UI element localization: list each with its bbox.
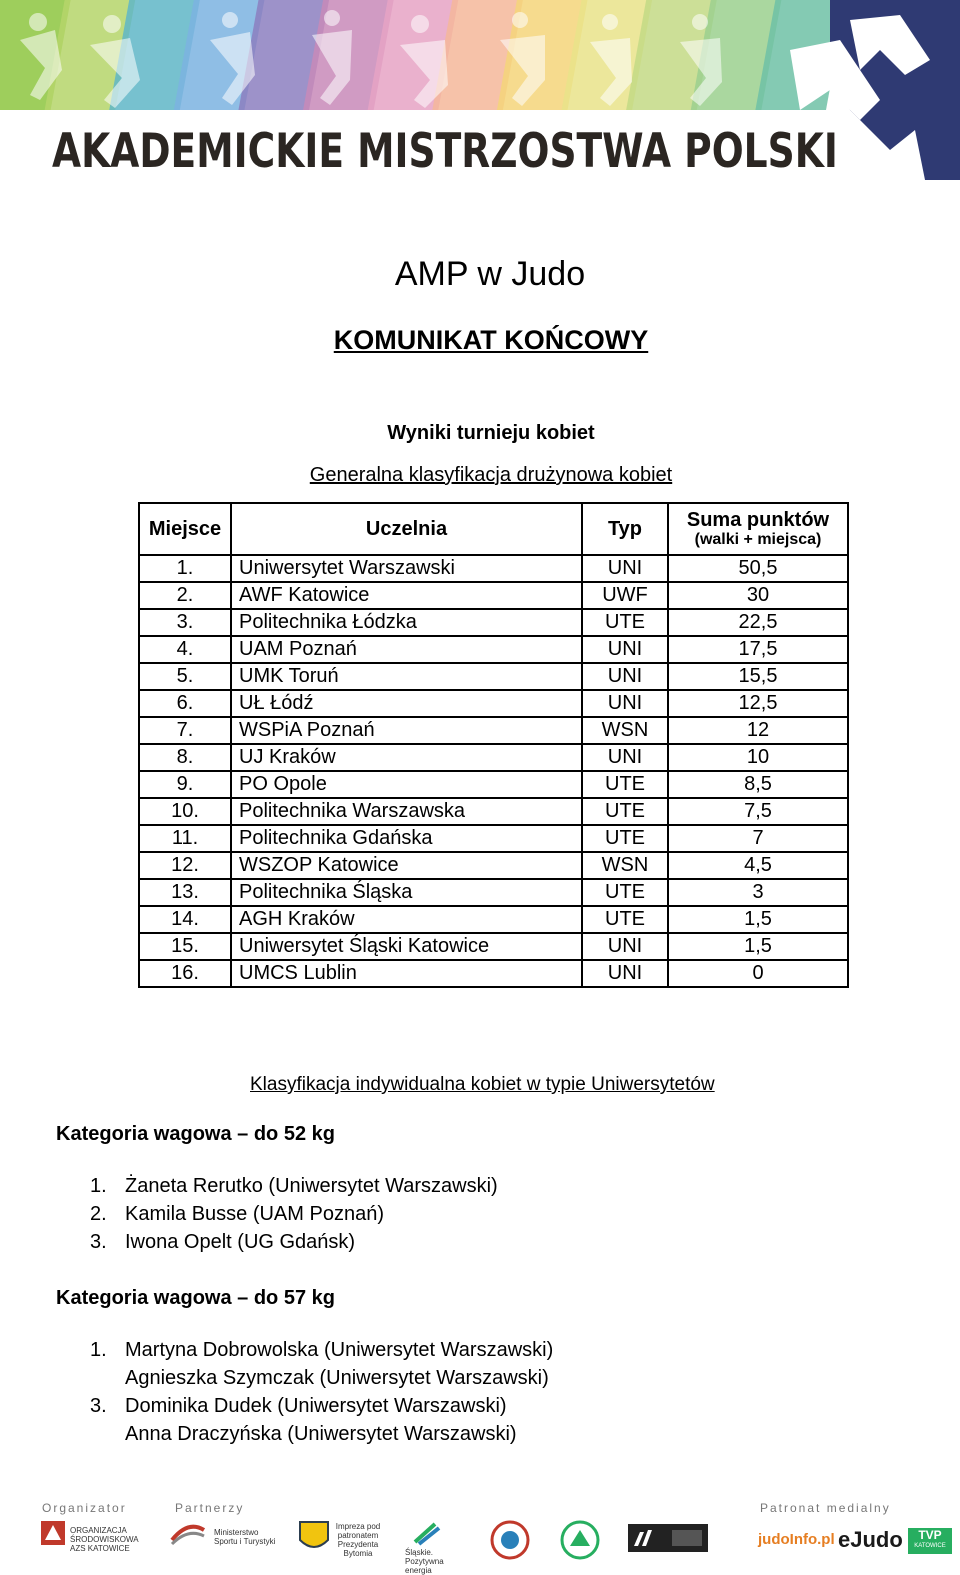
individual-classification-heading: Klasyfikacja indywidualna kobiet w typie Uniwersytetów <box>250 1074 715 1095</box>
organizer-label: Organizator <box>42 1501 127 1515</box>
cell-university: Politechnika Łódzka <box>231 609 582 636</box>
cell-place: 2. <box>139 582 231 609</box>
table-row <box>139 852 848 879</box>
cell-type: UNI <box>582 663 668 690</box>
category-results-list <box>90 1172 498 1256</box>
result-number: 1. <box>90 1175 107 1197</box>
cell-place: 8. <box>139 744 231 771</box>
tvp-logo-sub: KATOWICE <box>914 1543 946 1549</box>
cell-points: 8,5 <box>668 771 848 798</box>
cell-type: UTE <box>582 825 668 852</box>
banner-title: AKADEMICKIE MISTRZOSTWA POLSKI <box>52 124 838 179</box>
silesia-logo <box>405 1520 445 1575</box>
ministry-logo <box>170 1520 276 1553</box>
cell-points: 30 <box>668 582 848 609</box>
table-header-row <box>139 503 848 555</box>
patronage-logo-text: Impreza pod patronatem Prezydenta Bytomia <box>335 1522 381 1558</box>
cell-place: 6. <box>139 690 231 717</box>
cell-points: 4,5 <box>668 852 848 879</box>
table-row <box>139 636 848 663</box>
cell-place: 10. <box>139 798 231 825</box>
result-name: Anna Draczyńska (Uniwersytet Warszawski) <box>125 1423 517 1445</box>
table-row <box>139 609 848 636</box>
header-points-label: Suma punktów <box>686 509 830 531</box>
team-classification-heading: Generalna klasyfikacja drużynowa kobiet <box>309 464 673 486</box>
result-name: Iwona Opelt (UG Gdańsk) <box>125 1231 356 1253</box>
cell-university: Politechnika Gdańska <box>231 825 582 852</box>
cell-place: 7. <box>139 717 231 744</box>
cell-university: PO Opole <box>231 771 582 798</box>
event-title: AMP w Judo <box>394 255 586 293</box>
header-university: Uczelnia <box>231 503 582 555</box>
table-row <box>139 906 848 933</box>
tvp-logo-box <box>908 1528 952 1554</box>
ejudo-logo <box>838 1527 903 1553</box>
list-item <box>90 1172 498 1200</box>
cell-points: 15,5 <box>668 663 848 690</box>
cell-university: Politechnika Śląska <box>231 879 582 906</box>
azs-logo-text: ORGANIZACJA ŚRODOWISKOWA AZS KATOWICE <box>70 1526 139 1553</box>
category-title: Kategoria wagowa – do 57 kg <box>56 1287 335 1309</box>
cell-place: 3. <box>139 609 231 636</box>
patronage-label: Patronat medialny <box>760 1501 891 1515</box>
ministry-logo-text: Ministerstwo Sportu i Turystyki <box>214 1528 276 1546</box>
communique-title: KOMUNIKAT KOŃCOWY <box>333 325 649 355</box>
table-row <box>139 744 848 771</box>
category-results-list <box>90 1336 553 1448</box>
cell-university: UJ Kraków <box>231 744 582 771</box>
result-number: 1. <box>90 1339 107 1361</box>
cell-points: 12 <box>668 717 848 744</box>
cell-type: UNI <box>582 933 668 960</box>
list-item <box>90 1228 498 1256</box>
cell-university: Uniwersytet Warszawski <box>231 555 582 582</box>
list-item <box>90 1200 498 1228</box>
result-number: 3. <box>90 1395 107 1417</box>
tvp-logo-text: TVP <box>918 1528 942 1542</box>
result-name: Żaneta Rerutko (Uniwersytet Warszawski) <box>125 1175 498 1197</box>
list-item <box>90 1392 553 1420</box>
result-name: Agnieszka Szymczak (Uniwersytet Warszawski) <box>125 1367 549 1389</box>
cell-university: UAM Poznań <box>231 636 582 663</box>
header-points <box>668 503 848 555</box>
result-number: 3. <box>90 1231 107 1253</box>
tvp-katowice-logo <box>908 1528 952 1554</box>
cell-points: 10 <box>668 744 848 771</box>
cell-type: UTE <box>582 906 668 933</box>
result-name: Martyna Dobrowolska (Uniwersytet Warszawski) <box>125 1339 554 1361</box>
adidas-logo <box>628 1520 708 1559</box>
result-number <box>90 1364 125 1392</box>
table-row <box>139 825 848 852</box>
list-item <box>90 1420 553 1448</box>
cell-points: 17,5 <box>668 636 848 663</box>
bytom-crest-logo <box>298 1520 381 1559</box>
cell-university: WSPiA Poznań <box>231 717 582 744</box>
cell-place: 15. <box>139 933 231 960</box>
category-title: Kategoria wagowa – do 52 kg <box>56 1123 335 1145</box>
cell-place: 1. <box>139 555 231 582</box>
table-row <box>139 933 848 960</box>
ejudo-logo-text: eJudo <box>838 1527 903 1552</box>
cell-place: 9. <box>139 771 231 798</box>
cell-place: 4. <box>139 636 231 663</box>
cell-place: 11. <box>139 825 231 852</box>
team-classification-table <box>138 502 849 988</box>
silesia-logo-text: Śląskie. Pozytywna energia <box>405 1548 444 1575</box>
table-row <box>139 663 848 690</box>
header-type: Typ <box>582 503 668 555</box>
table-row <box>139 555 848 582</box>
result-name: Kamila Busse (UAM Poznań) <box>125 1203 384 1225</box>
partners-label: Partnerzy <box>175 1501 245 1515</box>
cell-points: 50,5 <box>668 555 848 582</box>
cell-points: 7,5 <box>668 798 848 825</box>
cell-university: Uniwersytet Śląski Katowice <box>231 933 582 960</box>
header-banner <box>0 0 960 200</box>
cell-university: AGH Kraków <box>231 906 582 933</box>
cell-type: UNI <box>582 744 668 771</box>
cell-university: UŁ Łódź <box>231 690 582 717</box>
header-place: Miejsce <box>139 503 231 555</box>
table-row <box>139 717 848 744</box>
table-row <box>139 582 848 609</box>
cell-type: UTE <box>582 879 668 906</box>
cell-university: UMK Toruń <box>231 663 582 690</box>
judo-club-logo-1 <box>490 1520 530 1565</box>
result-number: 2. <box>90 1203 107 1225</box>
cell-university: WSZOP Katowice <box>231 852 582 879</box>
cell-university: AWF Katowice <box>231 582 582 609</box>
azs-logo <box>40 1520 139 1553</box>
cell-university: Politechnika Warszawska <box>231 798 582 825</box>
table-row <box>139 960 848 987</box>
result-name: Dominika Dudek (Uniwersytet Warszawski) <box>125 1395 507 1417</box>
cell-place: 5. <box>139 663 231 690</box>
cell-type: UNI <box>582 960 668 987</box>
cell-place: 13. <box>139 879 231 906</box>
table-row <box>139 771 848 798</box>
cell-points: 7 <box>668 825 848 852</box>
cell-type: WSN <box>582 717 668 744</box>
cell-points: 22,5 <box>668 609 848 636</box>
cell-type: UNI <box>582 636 668 663</box>
table-row <box>139 879 848 906</box>
cell-place: 16. <box>139 960 231 987</box>
judoinfo-logo <box>758 1531 835 1548</box>
judo-club-logo-2 <box>560 1520 600 1565</box>
cell-university: UMCS Lublin <box>231 960 582 987</box>
cell-type: UNI <box>582 690 668 717</box>
cell-type: WSN <box>582 852 668 879</box>
judoinfo-logo-text: judoInfo.pl <box>758 1531 835 1548</box>
cell-points: 3 <box>668 879 848 906</box>
cell-type: UTE <box>582 771 668 798</box>
table-row <box>139 798 848 825</box>
list-item <box>90 1336 553 1364</box>
cell-points: 12,5 <box>668 690 848 717</box>
cell-type: UWF <box>582 582 668 609</box>
cell-type: UTE <box>582 609 668 636</box>
cell-place: 14. <box>139 906 231 933</box>
result-number <box>90 1420 125 1448</box>
cell-points: 1,5 <box>668 933 848 960</box>
women-results-heading: Wyniki turnieju kobiet <box>387 422 595 444</box>
header-points-note: (walki + miejsca) <box>694 531 822 548</box>
cell-points: 0 <box>668 960 848 987</box>
cell-type: UNI <box>582 555 668 582</box>
cell-place: 12. <box>139 852 231 879</box>
list-item <box>90 1364 553 1392</box>
cell-points: 1,5 <box>668 906 848 933</box>
cell-type: UTE <box>582 798 668 825</box>
table-row <box>139 690 848 717</box>
